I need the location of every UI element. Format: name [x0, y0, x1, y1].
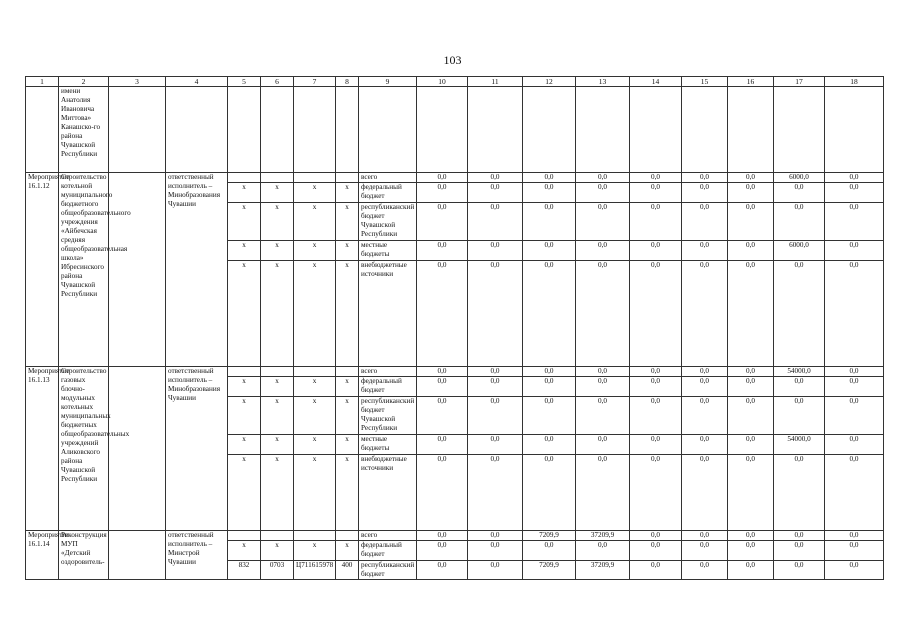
- measure-executor: ответственный исполнитель – Минобразования Чувашии: [166, 367, 228, 531]
- value-cell: 54000,0: [774, 435, 825, 455]
- measure-executor: ответственный исполнитель – Минобразования Чувашии: [166, 173, 228, 367]
- value-cell: 0,0: [576, 261, 630, 367]
- code-cell: 400: [336, 561, 359, 580]
- header-cell: 16: [728, 77, 774, 87]
- funding-source: всего: [359, 173, 417, 183]
- value-cell: 54000,0: [774, 367, 825, 377]
- code-cell: x: [336, 377, 359, 397]
- value-cell: 0,0: [728, 397, 774, 435]
- value-cell: 0,0: [825, 455, 884, 531]
- value-cell: 0,0: [417, 183, 468, 203]
- value-cell: 0,0: [630, 455, 682, 531]
- value-cell: 0,0: [468, 561, 523, 580]
- value-cell: 0,0: [774, 455, 825, 531]
- value-cell: 0,0: [630, 183, 682, 203]
- value-cell: 0,0: [523, 173, 576, 183]
- value-cell: 0,0: [630, 241, 682, 261]
- code-cell: x: [228, 183, 261, 203]
- value-cell: 0,0: [630, 541, 682, 561]
- value-cell: 0,0: [825, 367, 884, 377]
- value-cell: 0,0: [468, 541, 523, 561]
- value-cell: 0,0: [728, 541, 774, 561]
- header-cell: 14: [630, 77, 682, 87]
- header-cell: 3: [109, 77, 166, 87]
- header-cell: 1: [26, 77, 59, 87]
- value-cell: 0,0: [576, 203, 630, 241]
- code-cell: [261, 367, 294, 377]
- measure-name: Строительство газовых блочно-модульных котельных муниципальных бюджетных общеобразовательных учреждений Аликовского района Чувашской Республики: [59, 367, 109, 531]
- header-cell: 2: [59, 77, 109, 87]
- value-cell: 0,0: [774, 397, 825, 435]
- value-cell: 0,0: [728, 561, 774, 580]
- value-cell: 0,0: [417, 367, 468, 377]
- header-cell: 11: [468, 77, 523, 87]
- code-cell: x: [294, 203, 336, 241]
- value-cell: 0,0: [576, 241, 630, 261]
- code-cell: x: [228, 241, 261, 261]
- code-cell: [261, 531, 294, 541]
- value-cell: 0,0: [728, 241, 774, 261]
- value-cell: 0,0: [523, 397, 576, 435]
- value-cell: 0,0: [576, 173, 630, 183]
- value-cell: 0,0: [523, 377, 576, 397]
- funding-source: федеральный бюджет: [359, 541, 417, 561]
- code-cell: x: [228, 541, 261, 561]
- value-cell: 0,0: [630, 173, 682, 183]
- code-cell: x: [294, 241, 336, 261]
- value-cell: 6000,0: [774, 241, 825, 261]
- value-cell: 0,0: [576, 377, 630, 397]
- value-cell: 37209,9: [576, 561, 630, 580]
- value-cell: 0,0: [682, 377, 728, 397]
- code-cell: x: [228, 397, 261, 435]
- value-cell: 0,0: [682, 455, 728, 531]
- funding-source: внебюджетные источники: [359, 455, 417, 531]
- code-cell: [294, 531, 336, 541]
- code-cell: [336, 367, 359, 377]
- header-cell: 18: [825, 77, 884, 87]
- header-cell: 10: [417, 77, 468, 87]
- header-cell: 4: [166, 77, 228, 87]
- value-cell: 0,0: [774, 183, 825, 203]
- value-cell: 0,0: [417, 173, 468, 183]
- value-cell: 0,0: [468, 435, 523, 455]
- value-cell: 0,0: [728, 435, 774, 455]
- value-cell: 0,0: [682, 173, 728, 183]
- value-cell: 0,0: [682, 261, 728, 367]
- value-cell: 0,0: [682, 397, 728, 435]
- value-cell: 0,0: [728, 173, 774, 183]
- value-cell: 0,0: [523, 261, 576, 367]
- header-cell: 6: [261, 77, 294, 87]
- page-number: 103: [443, 53, 462, 67]
- value-cell: 0,0: [468, 203, 523, 241]
- value-cell: 6000,0: [774, 173, 825, 183]
- value-cell: 0,0: [774, 541, 825, 561]
- measure-id: Мероприятие 16.1.14: [26, 531, 59, 580]
- value-cell: 0,0: [682, 367, 728, 377]
- value-cell: 0,0: [523, 203, 576, 241]
- code-cell: x: [294, 541, 336, 561]
- code-cell: x: [336, 203, 359, 241]
- col3-cell: [109, 173, 166, 367]
- value-cell: 0,0: [630, 561, 682, 580]
- value-cell: 0,0: [523, 367, 576, 377]
- value-cell: 0,0: [728, 455, 774, 531]
- value-cell: 0,0: [417, 435, 468, 455]
- value-cell: 0,0: [728, 367, 774, 377]
- header-cell: 17: [774, 77, 825, 87]
- value-cell: 0,0: [468, 173, 523, 183]
- value-cell: 0,0: [523, 541, 576, 561]
- header-cell: 9: [359, 77, 417, 87]
- value-cell: 0,0: [576, 397, 630, 435]
- value-cell: 0,0: [576, 183, 630, 203]
- measure-id: Мероприятие 16.1.12: [26, 173, 59, 367]
- value-cell: 0,0: [825, 397, 884, 435]
- value-cell: 0,0: [682, 531, 728, 541]
- value-cell: 0,0: [576, 367, 630, 377]
- header-cell: 5: [228, 77, 261, 87]
- value-cell: 0,0: [523, 435, 576, 455]
- code-cell: x: [228, 435, 261, 455]
- value-cell: 0,0: [417, 203, 468, 241]
- value-cell: 0,0: [523, 183, 576, 203]
- value-cell: 0,0: [468, 367, 523, 377]
- value-cell: 0,0: [728, 261, 774, 367]
- code-cell: x: [294, 435, 336, 455]
- value-cell: 0,0: [417, 531, 468, 541]
- measure-executor: ответственный исполнитель – Минстрой Чувашии: [166, 531, 228, 580]
- code-cell: [228, 367, 261, 377]
- value-cell: 0,0: [728, 183, 774, 203]
- value-cell: 0,0: [630, 435, 682, 455]
- value-cell: 0,0: [682, 183, 728, 203]
- value-cell: 0,0: [630, 531, 682, 541]
- code-cell: x: [228, 261, 261, 367]
- value-cell: 0,0: [576, 435, 630, 455]
- code-cell: x: [336, 455, 359, 531]
- value-cell: 0,0: [825, 241, 884, 261]
- funding-source: федеральный бюджет: [359, 377, 417, 397]
- continuation-row: [26, 87, 884, 173]
- value-cell: 0,0: [417, 541, 468, 561]
- code-cell: [261, 173, 294, 183]
- value-cell: 0,0: [630, 367, 682, 377]
- value-cell: 0,0: [728, 531, 774, 541]
- code-cell: [294, 173, 336, 183]
- funding-source: республиканский бюджет Чувашской Республики: [359, 397, 417, 435]
- code-cell: x: [294, 261, 336, 367]
- code-cell: x: [228, 203, 261, 241]
- code-cell: x: [228, 377, 261, 397]
- value-cell: 37209,9: [576, 531, 630, 541]
- funding-source: всего: [359, 531, 417, 541]
- code-cell: x: [261, 183, 294, 203]
- funding-source: местные бюджеты: [359, 241, 417, 261]
- code-cell: x: [294, 183, 336, 203]
- value-cell: 0,0: [523, 455, 576, 531]
- header-cell: 7: [294, 77, 336, 87]
- code-cell: x: [336, 183, 359, 203]
- code-cell: Ц711615978: [294, 561, 336, 580]
- continuation-name: имени Анатолия Ивановича Миттова» Канашско-го района Чувашской Республики: [59, 87, 109, 173]
- measure-id: Мероприятие 16.1.13: [26, 367, 59, 531]
- code-cell: x: [336, 541, 359, 561]
- value-cell: 0,0: [825, 541, 884, 561]
- value-cell: 0,0: [825, 183, 884, 203]
- value-cell: 0,0: [468, 531, 523, 541]
- value-cell: 0,0: [774, 561, 825, 580]
- value-cell: 0,0: [682, 241, 728, 261]
- code-cell: x: [261, 241, 294, 261]
- funding-source: местные бюджеты: [359, 435, 417, 455]
- value-cell: 7209,9: [523, 561, 576, 580]
- value-cell: 0,0: [417, 561, 468, 580]
- funding-source: федеральный бюджет: [359, 183, 417, 203]
- code-cell: x: [261, 435, 294, 455]
- value-cell: 0,0: [825, 261, 884, 367]
- value-cell: 0,0: [468, 397, 523, 435]
- value-cell: 0,0: [774, 203, 825, 241]
- value-cell: 0,0: [468, 241, 523, 261]
- header-cell: 13: [576, 77, 630, 87]
- value-cell: 0,0: [825, 203, 884, 241]
- header-cell: 12: [523, 77, 576, 87]
- code-cell: x: [294, 397, 336, 435]
- value-cell: 0,0: [417, 261, 468, 367]
- col3-cell: [109, 367, 166, 531]
- funding-source: республиканский бюджет Чувашской Республики: [359, 203, 417, 241]
- code-cell: x: [294, 377, 336, 397]
- value-cell: 0,0: [576, 455, 630, 531]
- code-cell: [228, 173, 261, 183]
- code-cell: x: [261, 261, 294, 367]
- code-cell: x: [336, 241, 359, 261]
- funding-source: республиканский бюджет: [359, 561, 417, 580]
- funding-source: внебюджетные источники: [359, 261, 417, 367]
- value-cell: 0,0: [468, 261, 523, 367]
- value-cell: 0,0: [682, 203, 728, 241]
- value-cell: 0,0: [825, 435, 884, 455]
- code-cell: [228, 531, 261, 541]
- code-cell: x: [336, 435, 359, 455]
- value-cell: 0,0: [774, 531, 825, 541]
- value-cell: 0,0: [682, 561, 728, 580]
- value-cell: 0,0: [468, 377, 523, 397]
- header-cell: 8: [336, 77, 359, 87]
- value-cell: 0,0: [682, 435, 728, 455]
- code-cell: [336, 531, 359, 541]
- code-cell: x: [336, 397, 359, 435]
- value-cell: 0,0: [728, 203, 774, 241]
- header-row: [26, 77, 884, 87]
- value-cell: 7209,9: [523, 531, 576, 541]
- value-cell: 0,0: [630, 397, 682, 435]
- measure-name: Реконструкция МУП «Детский оздоровитель-: [59, 531, 109, 580]
- code-cell: 0703: [261, 561, 294, 580]
- value-cell: 0,0: [417, 241, 468, 261]
- value-cell: 0,0: [774, 261, 825, 367]
- funding-source: всего: [359, 367, 417, 377]
- code-cell: x: [261, 541, 294, 561]
- code-cell: x: [228, 455, 261, 531]
- code-cell: x: [261, 203, 294, 241]
- code-cell: x: [261, 455, 294, 531]
- value-cell: 0,0: [468, 183, 523, 203]
- code-cell: x: [261, 397, 294, 435]
- code-cell: x: [336, 261, 359, 367]
- value-cell: 0,0: [630, 377, 682, 397]
- value-cell: 0,0: [523, 241, 576, 261]
- value-cell: 0,0: [825, 561, 884, 580]
- table-row: [26, 531, 884, 541]
- value-cell: 0,0: [417, 455, 468, 531]
- budget-table: [25, 76, 884, 580]
- table-row: [26, 367, 884, 377]
- value-cell: 0,0: [825, 531, 884, 541]
- code-cell: x: [294, 455, 336, 531]
- value-cell: 0,0: [417, 377, 468, 397]
- code-cell: [336, 173, 359, 183]
- value-cell: 0,0: [728, 377, 774, 397]
- header-cell: 15: [682, 77, 728, 87]
- value-cell: 0,0: [417, 397, 468, 435]
- value-cell: 0,0: [825, 173, 884, 183]
- value-cell: 0,0: [825, 377, 884, 397]
- value-cell: 0,0: [630, 261, 682, 367]
- code-cell: x: [261, 377, 294, 397]
- col3-cell: [109, 531, 166, 580]
- measure-name: Строительство котельной муниципального бюджетного общеобразовательного учреждения «Айбечская средняя общеобразовательная школа» Ибресинского района Чувашской Республики: [59, 173, 109, 367]
- code-cell: 832: [228, 561, 261, 580]
- value-cell: 0,0: [774, 377, 825, 397]
- value-cell: 0,0: [468, 455, 523, 531]
- value-cell: 0,0: [576, 541, 630, 561]
- table-row: [26, 173, 884, 183]
- code-cell: [294, 367, 336, 377]
- value-cell: 0,0: [630, 203, 682, 241]
- value-cell: 0,0: [682, 541, 728, 561]
